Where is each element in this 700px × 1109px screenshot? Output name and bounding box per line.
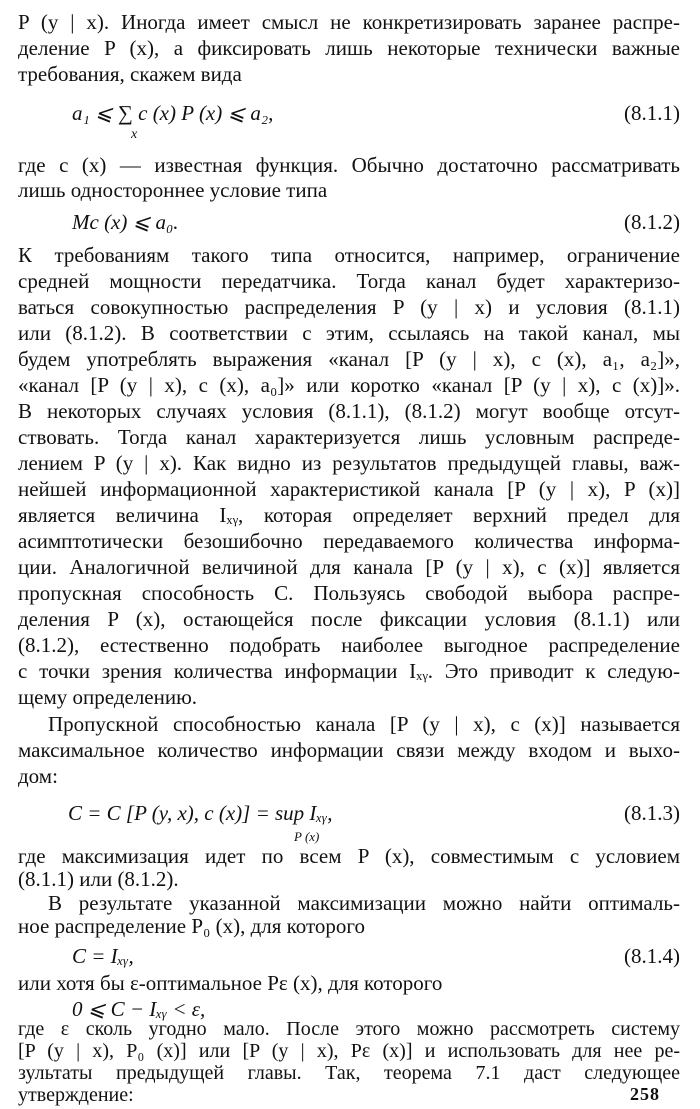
- equation-formula: a₁ ⩽ ∑ c (x) P (x) ⩽ a₂,: [72, 101, 274, 125]
- text-line: щему определению.: [18, 685, 198, 709]
- text-line: лением P (y | x). Как видно из результатов предыдущей главы, важ-: [18, 451, 680, 475]
- equation-number: (8.1.4): [624, 944, 680, 968]
- equation-formula: C = Iₓᵧ,: [72, 944, 134, 968]
- equation-number: (8.1.2): [624, 210, 680, 234]
- text-line: где c (x) — известная функция. Обычно достаточно рассматривать: [18, 153, 680, 177]
- text-line: средней мощности передатчика. Тогда канал будет характеризо-: [18, 269, 680, 293]
- equation-formula: 0 ⩽ C − Iₓᵧ < ε,: [72, 997, 206, 1021]
- equation-8-1-4: [72, 943, 134, 969]
- text-line: утверждение:: [18, 1084, 134, 1106]
- text-line: ное распределение P₀ (x), для которого: [18, 914, 366, 938]
- text-line: ваться совокупностью распределения P (y | x) и условия (8.1.1): [18, 295, 680, 319]
- text-line: «канал [P (y | x), c (x), a₀]» или коротко «канал [P (y | x), c (x)]».: [18, 373, 680, 397]
- text-line: пропускная способность C. Пользуясь свободой выбора распре-: [18, 581, 680, 605]
- equation-8-1-3: [68, 800, 332, 826]
- equation-formula: C = C [P (y, x), c (x)] = sup Iₓᵧ,: [68, 801, 333, 825]
- text-line: P (y | x). Иногда имеет смысл не конкретизировать заранее распре-: [18, 10, 680, 34]
- text-line: или (8.1.2). В соответствии с этим, ссылаясь на такой канал, мы: [18, 321, 680, 345]
- text-line: дом:: [18, 764, 58, 788]
- text-line: К требованиям такого типа относится, например, ограничение: [18, 243, 680, 267]
- text-line: асимптотически безошибочно передаваемого количества информа-: [18, 529, 680, 553]
- text-line: будем употреблять выражения «канал [P (y | x), c (x), a₁, a₂]»,: [18, 347, 680, 371]
- text-line: нейшей информационной характеристикой канала [P (y | x), P (x)]: [18, 477, 680, 501]
- text-line: требования, скажем вида: [18, 62, 242, 86]
- sup-index: P (x): [294, 829, 320, 844]
- text-line: ствовать. Тогда канал характеризуется лишь условным распреде-: [18, 425, 680, 449]
- text-line: (8.1.2), естественно подобрать наиболее выгодное распределение: [18, 633, 680, 657]
- text-line: или хотя бы ε-оптимальное Pε (x), для которого: [18, 971, 443, 995]
- text-line: с точки зрения количества информации Iₓᵧ. Это приводит к следую-: [18, 659, 680, 683]
- text-line: ции. Аналогичной величиной для канала [P (y | x), c (x)] является: [18, 555, 680, 579]
- text-line: где максимизация идет по всем P (x), совместимым с условием: [18, 844, 680, 868]
- text-line: зультаты предыдущей главы. Так, теорема 7.1 даст следующее: [18, 1062, 680, 1084]
- text-line: (8.1.1) или (8.1.2).: [18, 867, 179, 891]
- equation-formula: Mc (x) ⩽ a₀.: [72, 210, 179, 234]
- text-line: В результате указанной максимизации можно найти оптималь-: [48, 891, 680, 915]
- sum-index: x: [131, 127, 138, 142]
- text-line: где ε сколь угодно мало. После этого можно рассмотреть систему: [18, 1018, 680, 1040]
- text-line: деления P (x), остающейся после фиксации условия (8.1.1) или: [18, 607, 680, 631]
- text-line: В некоторых случаях условия (8.1.1), (8.1.2) могут вообще отсут-: [18, 399, 680, 423]
- text-line: максимальное количество информации связи между входом и выхо-: [18, 738, 680, 762]
- equation-number: (8.1.1): [624, 101, 680, 125]
- text-line: лишь одностороннее условие типа: [18, 178, 328, 202]
- equation-8-1-2: [72, 209, 179, 235]
- text-line: является величина Iₓᵧ, которая определяет верхний предел для: [18, 503, 680, 527]
- equation-8-1-1: [72, 100, 273, 126]
- text-line: [P (y | x), P₀ (x)] или [P (y | x), Pε (x)] и использовать для нее ре-: [18, 1040, 680, 1062]
- page-number: 258: [630, 1084, 660, 1104]
- text-line: Пропускной способностью канала [P (y | x), c (x)] называется: [48, 712, 680, 736]
- equation-number: (8.1.3): [624, 801, 680, 825]
- text-line: деление P (x), а фиксировать лишь некоторые технически важные: [18, 36, 680, 60]
